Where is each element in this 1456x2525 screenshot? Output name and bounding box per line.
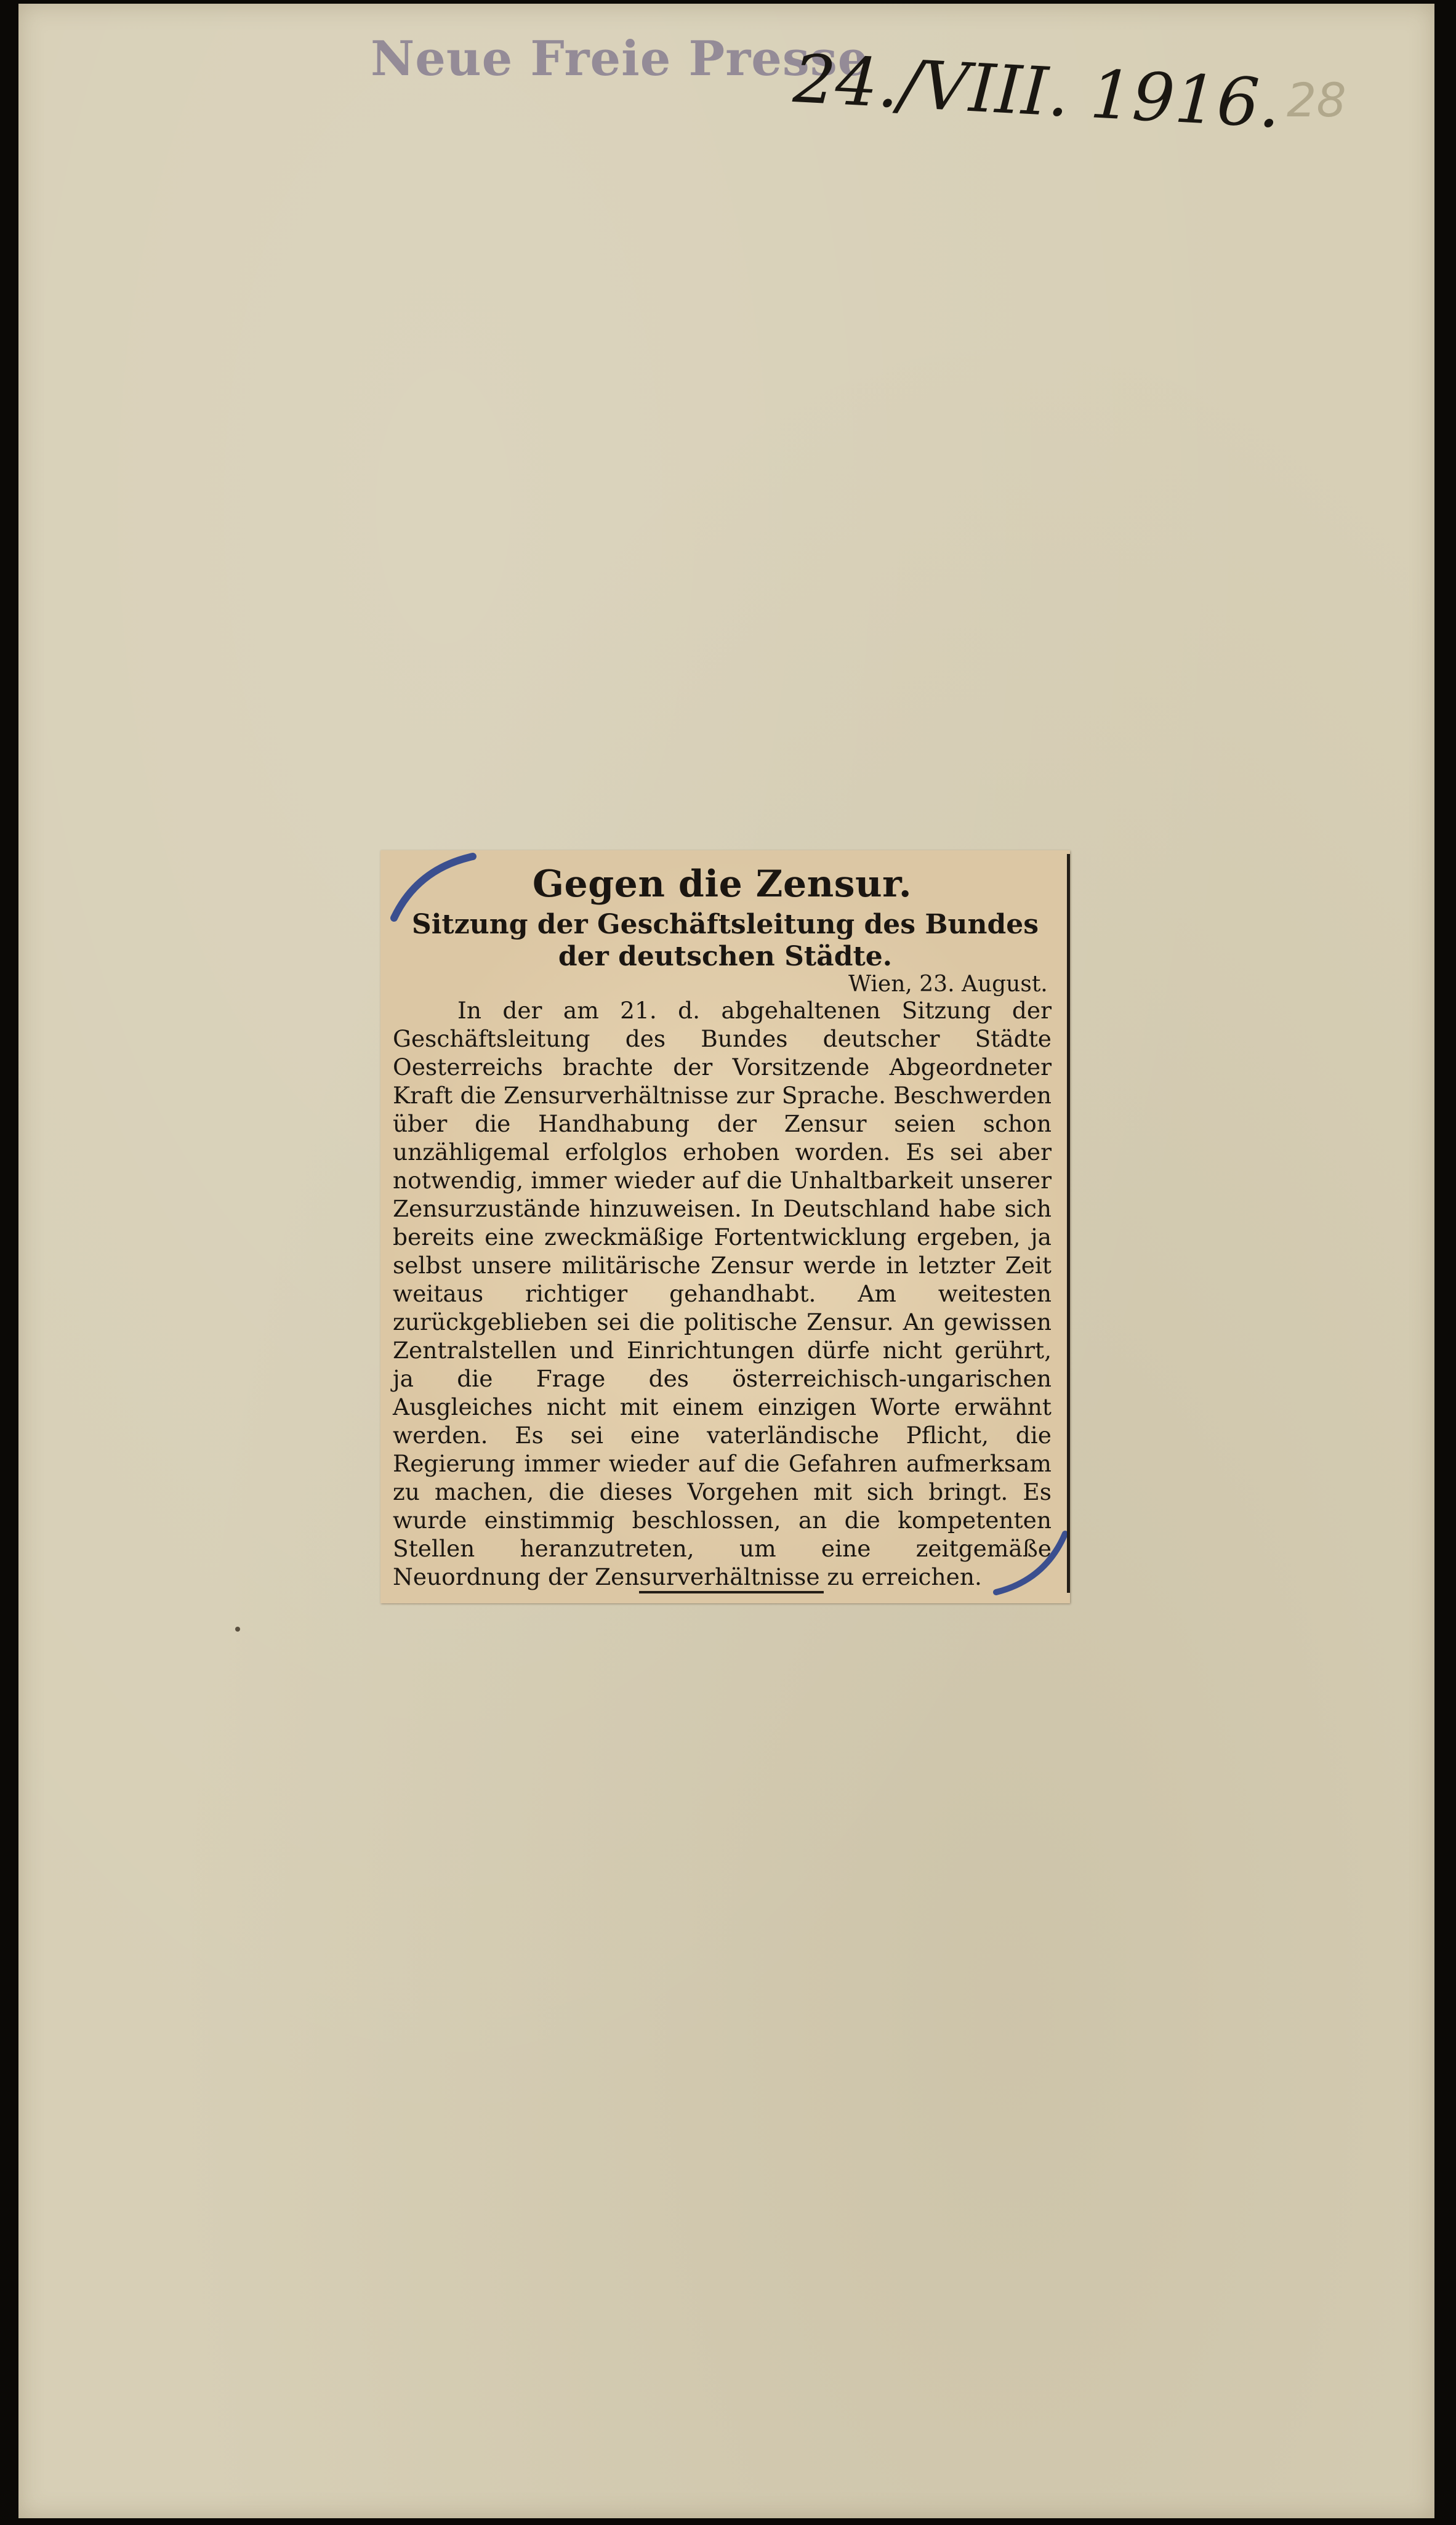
article-headline: Gegen die Zensur. (532, 863, 912, 906)
page-number: 28 (1287, 73, 1346, 127)
article-dateline: Wien, 23. August. (848, 972, 1048, 997)
handwritten-date: 24./VIII. 1916. (791, 41, 1282, 143)
archive-sheet (18, 4, 1434, 2518)
article-subheadline: Sitzung der Geschäftsleitung des Bundes der deutschen Städte. (411, 909, 1039, 972)
clipping-column-rule (1067, 854, 1070, 1593)
paper-speck (235, 1627, 240, 1632)
newspaper-stamp: Neue Freie Presse (371, 31, 869, 87)
newspaper-clipping (380, 850, 1070, 1603)
article-end-rule (639, 1591, 824, 1593)
article-body: In der am 21. d. abgehaltenen Sitzung der Geschäftsleitung des Bundes deutscher Städte Oesterreichs brachte der Vorsitzende Abgeordneter Kraft die Zensurverhältnisse zur Sprache. Beschwerden über die Handhabung der Zensur seien schon unzähligemal erfolglos erhoben worden. Es sei aber notwendig, immer wieder auf die Unhaltbarkeit unserer Zensurzustände hinzuweisen. In Deutschland habe sich bereits eine zweckmäßige Fortentwicklung ergeben, ja selbst unsere militärische Zensur werde in letzter Zeit weitaus richtiger gehandhabt. Am weitesten zurückgeblieben sei die politische Zensur. An gewissen Zentralstellen und Einrichtungen dürfe nicht gerührt, ja die Frage des österreichisch-ungarischen Ausgleiches nicht mit einem einzigen Worte erwähnt werden. Es sei eine vaterländische Pflicht, die Regierung immer wieder auf die Gefahren aufmerksam zu machen, die dieses Vorgehen mit sich bringt. Es wurde einstimmig beschlossen, an die kompetenten Stellen heranzutreten, um eine zeitgemäße Neuordnung der Zensurverhältnisse zu erreichen. (393, 997, 1052, 1590)
